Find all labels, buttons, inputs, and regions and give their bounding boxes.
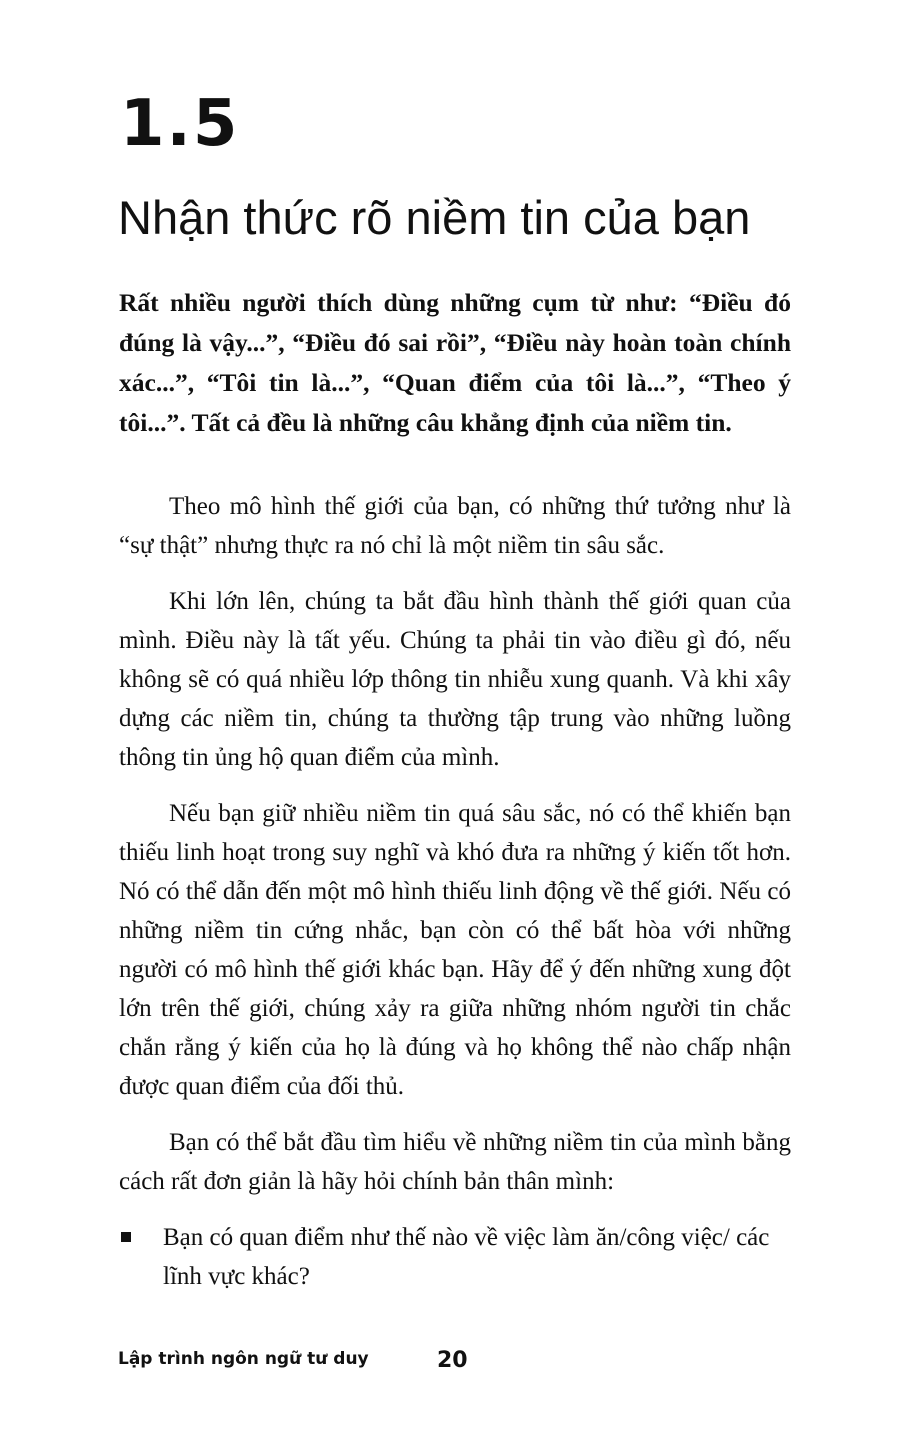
lead-paragraph: Rất nhiều người thích dùng những cụm từ như: “Điều đó đúng là vậy...”, “Điều đó sai rồi”, “Điều này hoàn toàn chính xác...”, “Tôi tin là...”, “Quan điểm của tôi là...”, “Theo ý tôi...”. Tất cả đều là những câu khẳng định của niềm tin. [119, 288, 791, 437]
running-footer [118, 1346, 369, 1372]
body-paragraph: Bạn có thể bắt đầu tìm hiểu về những niềm tin của mình bằng cách rất đơn giản là hãy hỏi chính bản thân mình: [119, 1129, 791, 1195]
list-item [119, 1218, 791, 1296]
question-list [119, 1218, 791, 1296]
book-title-part1: Lập trình [118, 1349, 205, 1369]
section-title: Nhận thức rõ niềm tin của bạn [118, 191, 751, 244]
section-number: 1.5 [120, 87, 240, 161]
square-bullet-icon [121, 1232, 131, 1242]
body-text [119, 487, 791, 1296]
page-number: 20 [437, 1348, 468, 1373]
body-paragraph: Theo mô hình thế giới của bạn, có những thứ tưởng như là “sự thật” nhưng thực ra nó chỉ là một niềm tin sâu sắc. [119, 493, 791, 559]
list-item-text: Bạn có quan điểm như thế nào về việc làm ăn/công việc/ các lĩnh vực khác? [163, 1224, 770, 1290]
book-title-part2: ngôn ngữ tư duy [210, 1349, 369, 1369]
body-paragraph: Khi lớn lên, chúng ta bắt đầu hình thành thế giới quan của mình. Điều này là tất yếu. Chúng ta phải tin vào điều gì đó, nếu không sẽ có quá nhiều lớp thông tin nhiễu xung quanh. Và khi xây dựng các niềm tin, chúng ta thường tập trung vào những luồng thông tin ủng hộ quan điểm của mình. [119, 588, 791, 771]
body-paragraph: Nếu bạn giữ nhiều niềm tin quá sâu sắc, nó có thể khiến bạn thiếu linh hoạt trong suy nghĩ và khó đưa ra những ý kiến tốt hơn. Nó có thể dẫn đến một mô hình thiếu linh động về thế giới. Nếu có những niềm tin cứng nhắc, bạn còn có thể bất hòa với những người có mô hình thế giới khác bạn. Hãy để ý đến những xung đột lớn trên thế giới, chúng xảy ra giữa những nhóm người tin chắc chắn rằng ý kiến của họ là đúng và họ không thể nào chấp nhận được quan điểm của đối thủ. [119, 800, 791, 1100]
